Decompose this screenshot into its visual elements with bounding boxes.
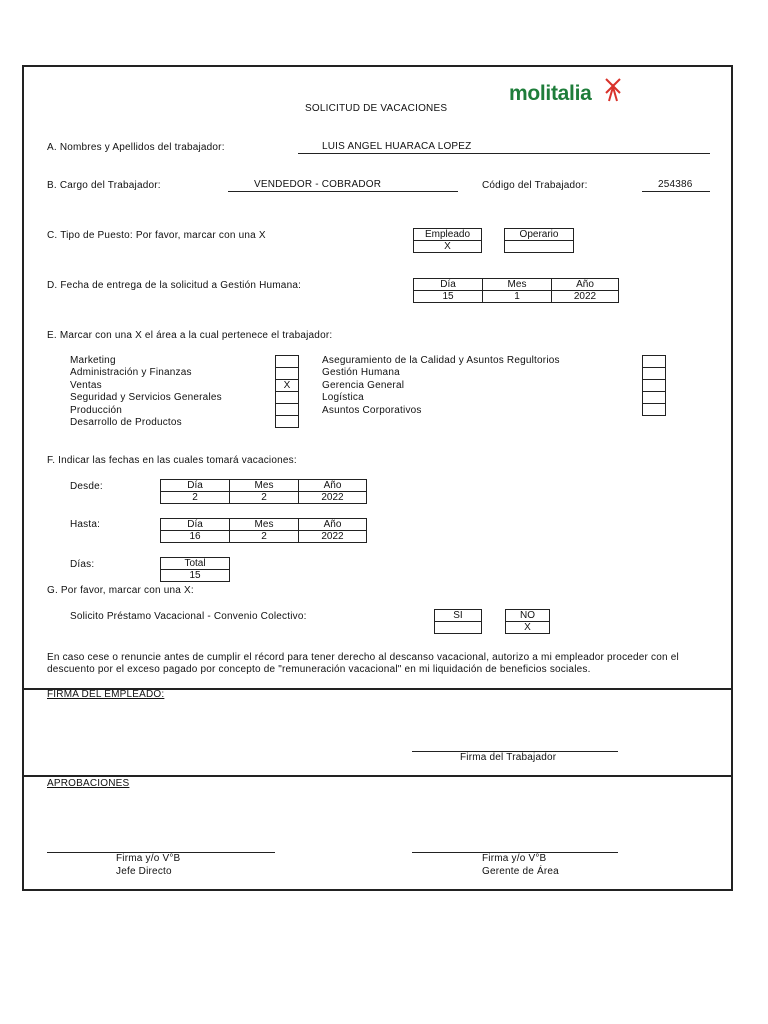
area-label-produccion: Producción bbox=[70, 405, 123, 416]
worker-code-label: Código del Trabajador: bbox=[482, 180, 588, 191]
section-e-label: E. Marcar con una X el área a la cual pertenece el trabajador: bbox=[47, 330, 333, 341]
area-manager-title: Gerente de Área bbox=[482, 866, 559, 877]
logo-text: molitalia bbox=[509, 82, 592, 105]
direct-boss-signature-label: Firma y/o V°B bbox=[116, 853, 181, 864]
area-label-gestion-humana: Gestión Humana bbox=[322, 367, 400, 378]
loan-si-mark[interactable] bbox=[435, 622, 482, 634]
area-label-calidad: Aseguramiento de la Calidad y Asuntos Regultorios bbox=[322, 355, 560, 366]
operario-box bbox=[504, 228, 574, 253]
direct-boss-title: Jefe Directo bbox=[116, 866, 172, 877]
section-b-label: B. Cargo del Trabajador: bbox=[47, 180, 161, 191]
hasta-month-header: Mes bbox=[230, 519, 299, 531]
loan-no-label: NO bbox=[506, 610, 550, 622]
delivery-year-value[interactable]: 2022 bbox=[552, 291, 619, 303]
empleado-box bbox=[413, 228, 482, 253]
operario-mark[interactable] bbox=[505, 241, 574, 253]
area-label-ventas: Ventas bbox=[70, 380, 102, 391]
area-label-seguridad: Seguridad y Servicios Generales bbox=[70, 392, 222, 403]
area-label-desarrollo: Desarrollo de Productos bbox=[70, 417, 182, 428]
hasta-month-value[interactable]: 2 bbox=[230, 531, 299, 543]
hasta-year-header: Año bbox=[299, 519, 367, 531]
approvals-heading: APROBACIONES bbox=[47, 778, 130, 789]
loan-no-box bbox=[505, 609, 550, 634]
empleado-mark[interactable]: X bbox=[414, 241, 482, 253]
area-label-gerencia: Gerencia General bbox=[322, 380, 405, 391]
area-checkbox-corporativos[interactable] bbox=[642, 403, 666, 416]
delivery-year-header: Año bbox=[552, 279, 619, 291]
form-title: SOLICITUD DE VACACIONES bbox=[305, 103, 448, 114]
area-label-corporativos: Asuntos Corporativos bbox=[322, 405, 422, 416]
operario-label: Operario bbox=[505, 229, 574, 241]
section-g-label: G. Por favor, marcar con una X: bbox=[47, 585, 194, 596]
job-title-value[interactable]: VENDEDOR - COBRADOR bbox=[254, 179, 382, 190]
section-d-label: D. Fecha de entrega de la solicitud a Gestión Humana: bbox=[47, 280, 302, 291]
worker-signature-label: Firma del Trabajador bbox=[460, 752, 557, 763]
area-label-marketing: Marketing bbox=[70, 355, 116, 366]
hasta-day-value[interactable]: 16 bbox=[161, 531, 230, 543]
loan-si-box bbox=[434, 609, 482, 634]
approvals-divider bbox=[22, 775, 733, 777]
desde-date-table bbox=[160, 479, 367, 504]
windmill-logo-icon bbox=[602, 76, 624, 102]
desde-year-value[interactable]: 2022 bbox=[299, 492, 367, 504]
hasta-year-value[interactable]: 2022 bbox=[299, 531, 367, 543]
area-checkbox-ventas[interactable]: X bbox=[275, 379, 299, 392]
section-c-label: C. Tipo de Puesto: Por favor, marcar con una X bbox=[47, 230, 266, 241]
delivery-date-table bbox=[413, 278, 619, 303]
worker-name-value[interactable]: LUIS ANGEL HUARACA LOPEZ bbox=[322, 141, 472, 152]
loan-question: Solicito Préstamo Vacacional - Convenio Colectivo: bbox=[70, 611, 307, 622]
delivery-month-value[interactable]: 1 bbox=[483, 291, 552, 303]
desde-day-header: Día bbox=[161, 480, 230, 492]
delivery-month-header: Mes bbox=[483, 279, 552, 291]
area-label-logistica: Logística bbox=[322, 392, 364, 403]
disclaimer-line-2: descuento por el exceso pagado por concepto de "remuneración vacacional" en mi liquidación de beneficios sociales. bbox=[47, 664, 591, 675]
desde-year-header: Año bbox=[299, 480, 367, 492]
delivery-day-value[interactable]: 15 bbox=[414, 291, 483, 303]
hasta-day-header: Día bbox=[161, 519, 230, 531]
signature-heading: FIRMA DEL EMPLEADO: bbox=[47, 689, 165, 700]
hasta-label: Hasta: bbox=[70, 519, 101, 530]
desde-month-value[interactable]: 2 bbox=[230, 492, 299, 504]
job-title-underline bbox=[228, 191, 458, 192]
area-checkbox-desarrollo[interactable] bbox=[275, 415, 299, 428]
delivery-day-header: Día bbox=[414, 279, 483, 291]
dias-label: Días: bbox=[70, 559, 95, 570]
section-f-label: F. Indicar las fechas en las cuales tomará vacaciones: bbox=[47, 455, 297, 466]
molitalia-logo bbox=[509, 82, 592, 106]
hasta-date-table bbox=[160, 518, 367, 543]
desde-month-header: Mes bbox=[230, 480, 299, 492]
total-days-value[interactable]: 15 bbox=[161, 570, 230, 582]
empleado-label: Empleado bbox=[414, 229, 482, 241]
desde-label: Desde: bbox=[70, 481, 103, 492]
total-days-header: Total bbox=[161, 558, 230, 570]
total-days-table bbox=[160, 557, 230, 582]
section-a-label: A. Nombres y Apellidos del trabajador: bbox=[47, 142, 225, 153]
worker-code-underline bbox=[642, 191, 710, 192]
worker-code-value[interactable]: 254386 bbox=[658, 179, 693, 190]
loan-si-label: SI bbox=[435, 610, 482, 622]
area-manager-signature-label: Firma y/o V°B bbox=[482, 853, 547, 864]
disclaimer-line-1: En caso cese o renuncie antes de cumplir el récord para tener derecho al descanso vacacional, autorizo a mi empleador proceder con el bbox=[47, 652, 679, 663]
desde-day-value[interactable]: 2 bbox=[161, 492, 230, 504]
worker-name-underline bbox=[298, 153, 710, 154]
loan-no-mark[interactable]: X bbox=[506, 622, 550, 634]
area-label-administracion: Administración y Finanzas bbox=[70, 367, 192, 378]
